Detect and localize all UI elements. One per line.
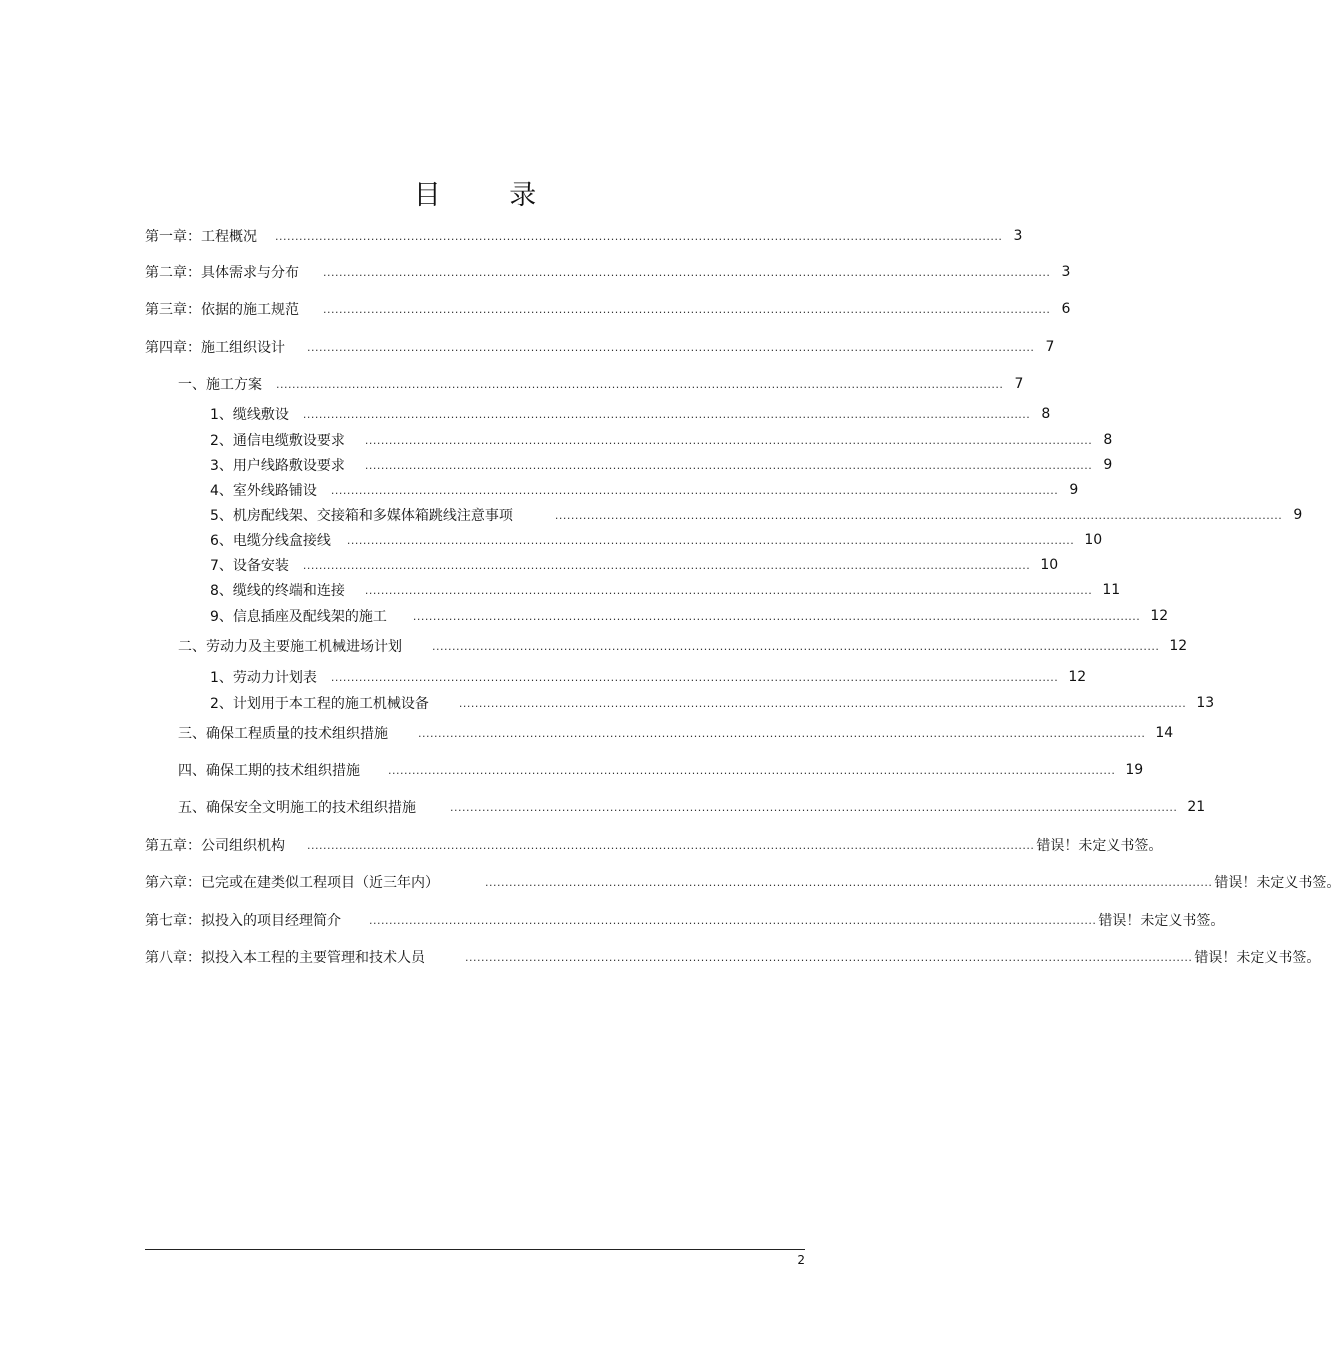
toc-entry[interactable] <box>145 337 1055 357</box>
toc-entry-label: 1、劳动力计划表 <box>210 670 317 686</box>
toc-leader-dots: ...................................................................................................................................................................................... <box>388 764 1116 777</box>
toc-entry-label: 2、通信电缆敷设要求 <box>210 433 345 449</box>
toc-entry[interactable] <box>178 760 1144 780</box>
toc-entry[interactable] <box>145 872 1340 892</box>
toc-leader-dots: ...................................................................................................................................................................................... <box>276 378 1004 391</box>
toc-entry-label: 第五章：公司组织机构 <box>145 838 285 854</box>
toc-entry-page: 错误！未定义书签。 <box>1214 875 1340 891</box>
toc-entry-page: 9 <box>1103 457 1113 473</box>
toc-entry-label: 第八章：拟投入本工程的主要管理和技术人员 <box>145 950 425 966</box>
toc-leader-dots: ...................................................................................................................................................................................... <box>450 801 1178 814</box>
toc-leader-dots: ...................................................................................................................................................................................... <box>364 459 1093 472</box>
toc-entry-label: 6、电缆分线盒接线 <box>210 533 331 549</box>
toc-entry-label: 8、缆线的终端和连接 <box>210 583 345 599</box>
toc-entry-label: 第二章：具体需求与分布 <box>145 265 299 281</box>
toc-entry-page: 错误！未定义书签。 <box>1098 913 1225 929</box>
toc-leader-dots: ...................................................................................................................................................................................... <box>364 434 1093 447</box>
page-title: 目 录 <box>413 180 567 211</box>
toc-entry-label: 三、确保工程质量的技术组织措施 <box>178 726 388 742</box>
toc-entry-label: 3、用户线路敷设要求 <box>210 458 345 474</box>
toc-entry[interactable] <box>210 455 1113 475</box>
toc-entry-page: 3 <box>1013 228 1023 244</box>
toc-entry-page: 21 <box>1187 799 1206 815</box>
toc-entry[interactable] <box>178 723 1174 743</box>
toc-entry-page: 9 <box>1293 507 1303 523</box>
toc-entry[interactable] <box>145 262 1071 282</box>
toc-entry[interactable] <box>210 693 1215 713</box>
toc-leader-dots: ...................................................................................................................................................................................... <box>323 303 1051 316</box>
toc-entry[interactable] <box>210 555 1059 575</box>
toc-entry-page: 错误！未定义书签。 <box>1194 950 1321 966</box>
toc-entry[interactable] <box>145 910 1225 930</box>
toc-leader-dots: ...................................................................................................................................................................................... <box>346 534 1075 547</box>
toc-entry-label: 9、信息插座及配线架的施工 <box>210 609 387 625</box>
toc-entry-label: 7、设备安装 <box>210 558 289 574</box>
toc-entry[interactable] <box>210 505 1303 525</box>
toc-entry-page: 6 <box>1061 301 1071 317</box>
toc-entry-label: 第一章：工程概况 <box>145 229 257 245</box>
toc-entry[interactable] <box>210 430 1113 450</box>
toc-entry-page: 9 <box>1069 482 1079 498</box>
toc-entry-label: 二、劳动力及主要施工机械进场计划 <box>178 639 402 655</box>
toc-leader-dots: ...................................................................................................................................................................................... <box>485 876 1213 889</box>
toc-entry[interactable] <box>178 797 1206 817</box>
toc-entry-label: 第七章：拟投入的项目经理简介 <box>145 913 341 929</box>
toc-leader-dots: ...................................................................................................................................................................................... <box>458 697 1187 710</box>
toc-entry-page: 8 <box>1041 406 1051 422</box>
toc-leader-dots: ...................................................................................................................................................................................... <box>412 610 1141 623</box>
toc-entry-page: 12 <box>1150 608 1169 624</box>
toc-entry-page: 14 <box>1155 725 1174 741</box>
toc-entry[interactable] <box>210 404 1051 424</box>
toc-leader-dots: ...................................................................................................................................................................................... <box>307 341 1035 354</box>
toc-entry[interactable] <box>210 667 1087 687</box>
toc-entry-page: 3 <box>1061 264 1071 280</box>
toc-entry[interactable] <box>210 480 1079 500</box>
toc-entry-page: 8 <box>1103 432 1113 448</box>
toc-entry[interactable] <box>145 299 1071 319</box>
toc-leader-dots: ...................................................................................................................................................................................... <box>330 484 1059 497</box>
footer-divider <box>145 1249 805 1250</box>
toc-entry[interactable] <box>210 580 1121 600</box>
toc-entry-page: 错误！未定义书签。 <box>1036 838 1163 854</box>
toc-entry-label: 四、确保工期的技术组织措施 <box>178 763 360 779</box>
toc-entry[interactable] <box>145 226 1023 246</box>
toc-entry-label: 1、缆线敷设 <box>210 407 289 423</box>
toc-entry-page: 7 <box>1045 339 1055 355</box>
toc-entry[interactable] <box>178 374 1024 394</box>
toc-entry[interactable] <box>178 636 1188 656</box>
toc-leader-dots: ...................................................................................................................................................................................... <box>302 559 1031 572</box>
toc-entry-page: 12 <box>1169 638 1188 654</box>
toc-entry-label: 第四章：施工组织设计 <box>145 340 285 356</box>
toc-entry[interactable] <box>210 530 1103 550</box>
toc-entry-label: 4、室外线路铺设 <box>210 483 317 499</box>
toc-entry[interactable] <box>145 947 1321 967</box>
toc-entry-label: 五、确保安全文明施工的技术组织措施 <box>178 800 416 816</box>
toc-leader-dots: ...................................................................................................................................................................................... <box>323 266 1051 279</box>
toc-leader-dots: ...................................................................................................................................................................................... <box>302 408 1031 421</box>
toc-entry-label: 一、施工方案 <box>178 377 262 393</box>
toc-entry-label: 第三章：依据的施工规范 <box>145 302 299 318</box>
toc-entry-page: 13 <box>1196 695 1215 711</box>
toc-entry-label: 5、机房配线架、交接箱和多媒体箱跳线注意事项 <box>210 508 513 524</box>
toc-leader-dots: ...................................................................................................................................................................................... <box>432 640 1160 653</box>
toc-entry-page: 10 <box>1040 557 1059 573</box>
toc-entry-page: 7 <box>1014 376 1024 392</box>
toc-leader-dots: ...................................................................................................................................................................................... <box>418 727 1146 740</box>
toc-entry-label: 第六章：已完或在建类似工程项目（近三年内） <box>145 875 439 891</box>
toc-entry[interactable] <box>210 606 1169 626</box>
page-number: 2 <box>797 1253 805 1267</box>
toc-leader-dots: ...................................................................................................................................................................................... <box>369 914 1097 927</box>
toc-leader-dots: ...................................................................................................................................................................................... <box>465 951 1193 964</box>
toc-leader-dots: ...................................................................................................................................................................................... <box>364 584 1093 597</box>
toc-entry-page: 19 <box>1125 762 1144 778</box>
toc-entry-page: 10 <box>1084 532 1103 548</box>
toc-entry-label: 2、计划用于本工程的施工机械设备 <box>210 696 429 712</box>
toc-entry-page: 12 <box>1068 669 1087 685</box>
toc-leader-dots: ...................................................................................................................................................................................... <box>554 509 1283 522</box>
toc-leader-dots: ...................................................................................................................................................................................... <box>307 839 1035 852</box>
toc-entry[interactable] <box>145 835 1163 855</box>
toc-leader-dots: ...................................................................................................................................................................................... <box>275 230 1003 243</box>
toc-entry-page: 11 <box>1102 582 1121 598</box>
toc-leader-dots: ...................................................................................................................................................................................... <box>330 671 1059 684</box>
